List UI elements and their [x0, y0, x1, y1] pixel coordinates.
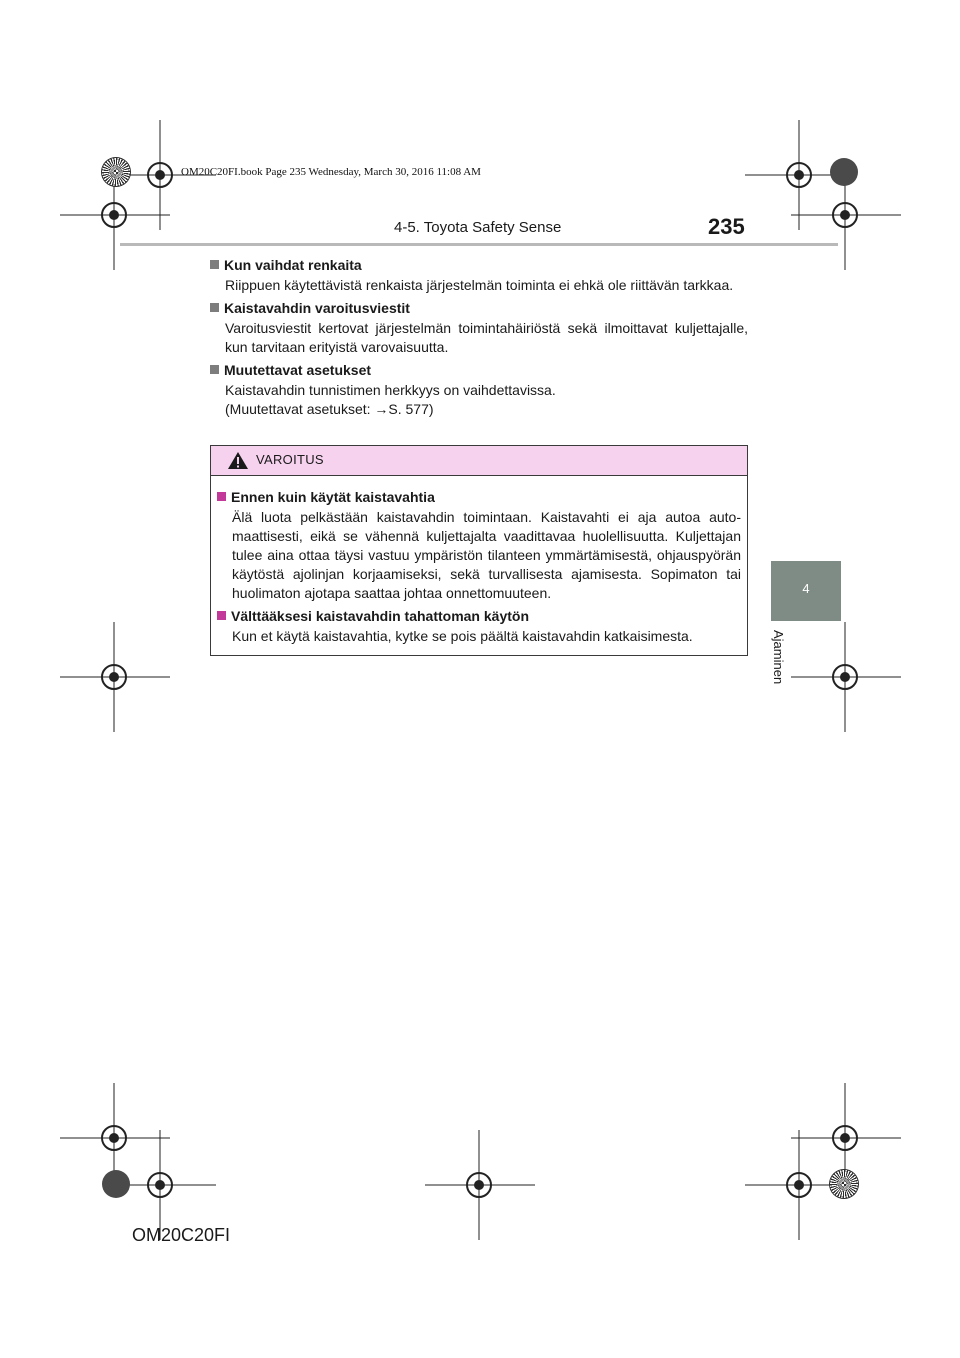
warning-triangle-icon — [227, 451, 249, 470]
warning-text: Kun et käytä kaistavahtia, kytke se pois päältä kaistavahdin katkaisimesta. — [232, 628, 693, 644]
book-info: OM20C20FI.book Page 235 Wednesday, March 30, 2016 11:08 AM — [181, 166, 481, 178]
paragraph: Varoitusviestit kertovat järjestelmän toimintahäiriöstä sekä ilmoittavat kuljettajalle, kun tarvitaan erityistä varovaisuutta. — [225, 320, 748, 355]
square-bullet-icon — [210, 260, 219, 269]
info-section — [210, 299, 748, 357]
warning-header — [211, 446, 747, 476]
registration-dot-icon — [102, 1170, 130, 1198]
square-bullet-icon — [210, 303, 219, 312]
square-bullet-icon — [217, 611, 226, 620]
main-content — [210, 256, 748, 423]
registration-burst-icon — [102, 158, 130, 186]
crop-mark-icon — [60, 622, 170, 732]
info-section — [210, 361, 748, 419]
crop-mark-icon — [791, 622, 901, 732]
footer-code: OM20C20FI — [132, 1225, 231, 1245]
chapter-title: Ajaminen — [771, 630, 786, 685]
warning-body — [211, 476, 747, 646]
registration-dot-icon — [830, 158, 858, 186]
info-section — [210, 256, 748, 295]
warning-title: VAROITUS — [256, 452, 324, 467]
square-bullet-icon — [217, 492, 226, 501]
section-heading: Muutettavat asetukset — [224, 362, 372, 378]
chapter-tab — [771, 561, 841, 621]
warning-section — [217, 607, 741, 646]
paragraph: Kaistavahdin tunnistimen herkkyys on vaihdettavissa. — [225, 382, 556, 398]
section-heading: Kun vaihdat renkaita — [224, 257, 362, 273]
registration-burst-icon — [830, 1170, 858, 1198]
warning-box — [210, 445, 748, 656]
warning-text: Älä luota pelkästään kaistavahdin toimintaan. Kaistavahti ei aja autoa automaattisesti, eikä se vähennä kuljettajalta vaadittavaa huolellisuutta. Kuljettajan tulee aina ottaa täysi vastuu ympäristön tilanteen ymmärtämisestä, ohjauspyörän käytöstä ajolinjan korjaamiseksi, sekä turvallisesta ajamisesta. Sopimaton tai huolimaton ajotapa saattaa johtaa onnettomuuteen. — [232, 509, 741, 601]
paragraph: Riippuen käytettävistä renkaista järjestelmän toiminta ei ehkä ole riittävän tarkkaa. — [225, 277, 734, 293]
section-heading: Kaistavahdin varoitusviestit — [224, 300, 410, 316]
crop-mark-icon — [425, 1130, 535, 1240]
header-rule — [120, 243, 838, 246]
warning-section — [217, 488, 741, 603]
chapter-title-vertical — [772, 630, 800, 694]
paragraph: (Muutettavat asetukset: →S. 577) — [225, 401, 434, 417]
warning-heading: Ennen kuin käytät kaistavahtia — [231, 489, 435, 505]
page-number: 235 — [708, 214, 745, 239]
chapter-number: 4 — [802, 581, 810, 596]
warning-heading: Välttääksesi kaistavahdin tahattoman käytön — [231, 608, 529, 624]
section-title: 4-5. Toyota Safety Sense — [394, 219, 562, 236]
square-bullet-icon — [210, 365, 219, 374]
